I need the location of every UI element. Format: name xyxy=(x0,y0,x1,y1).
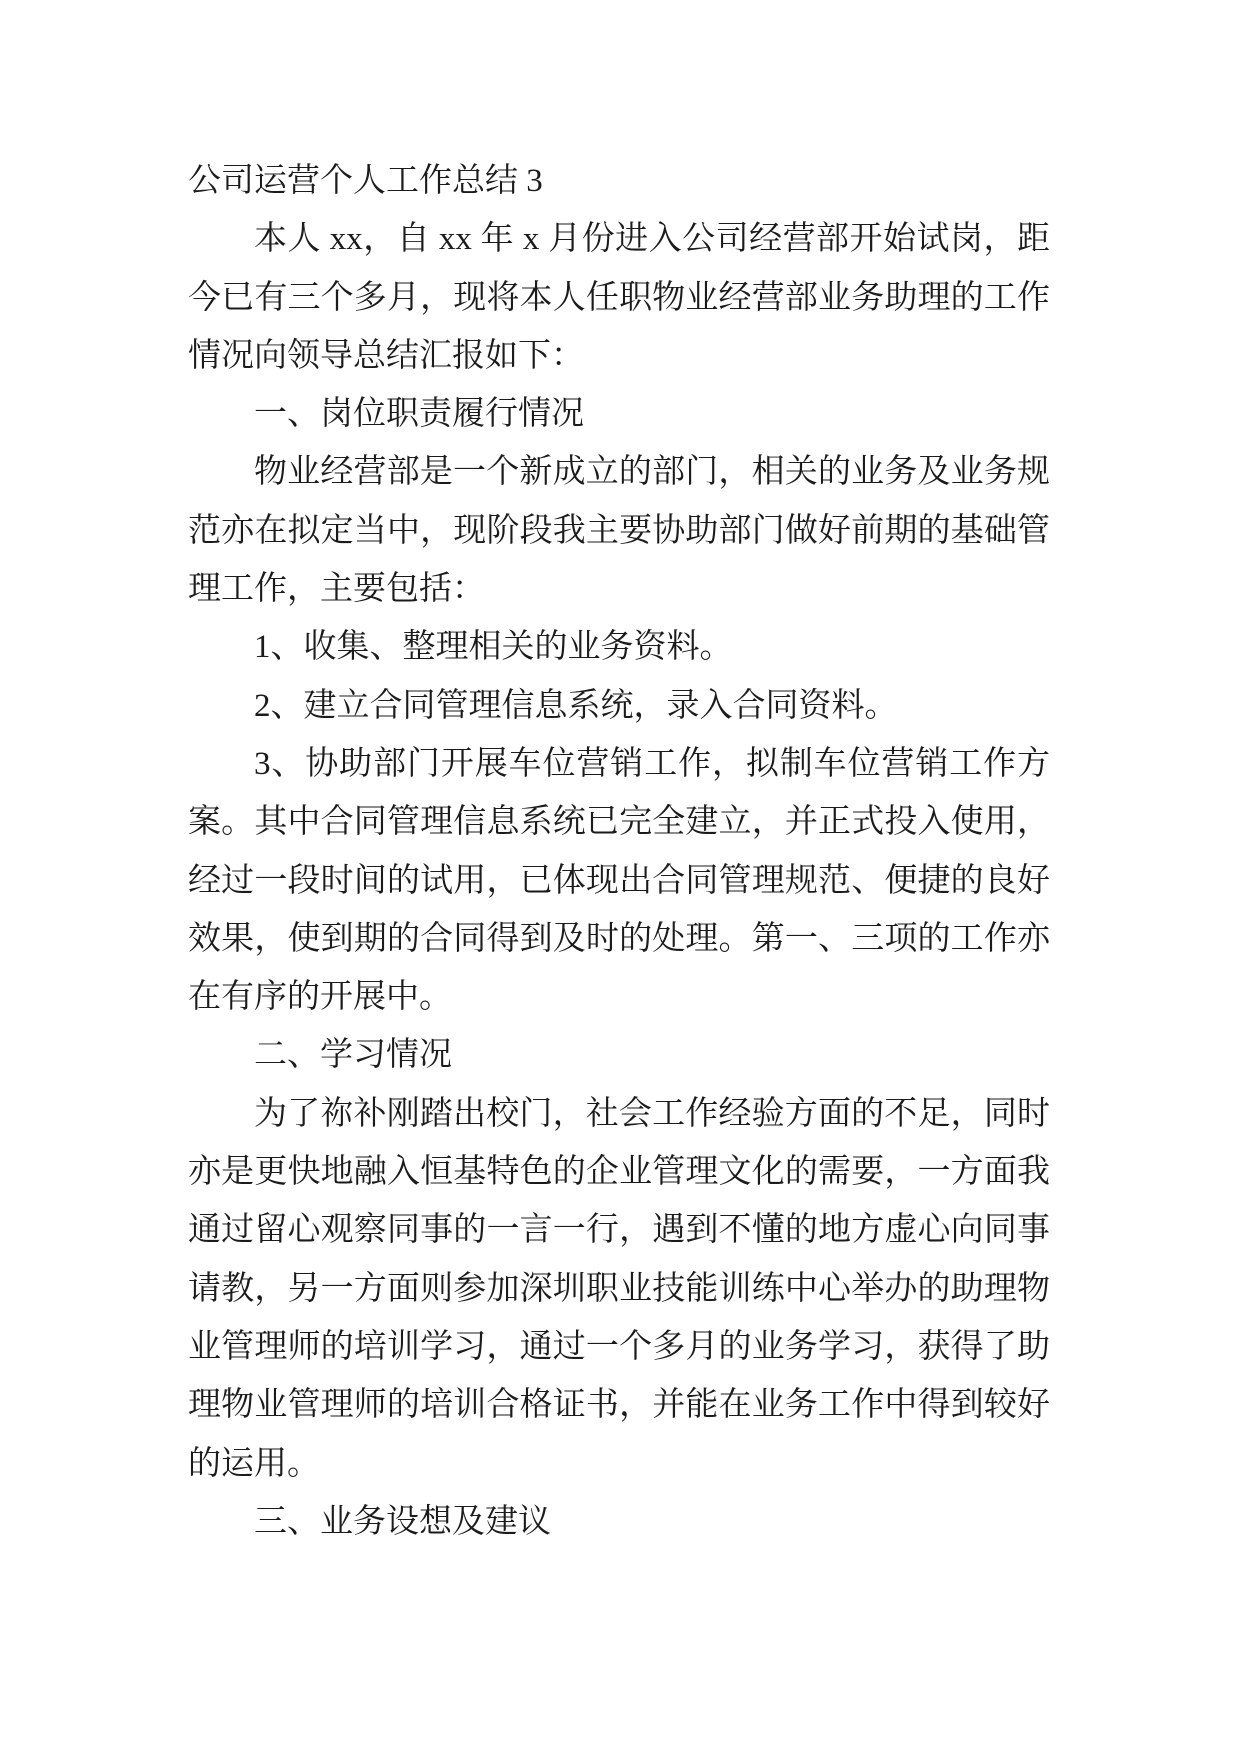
paragraph: 物业经营部是一个新成立的部门，相关的业务及业务规范亦在拟定当中，现阶段我主要协助部门做好前期的基础管理工作，主要包括： xyxy=(188,454,1050,608)
list-item: 2、建立合同管理信息系统，录入合同资料。 xyxy=(254,687,898,724)
document-body xyxy=(188,152,1050,1551)
document-title: 公司运营个人工作总结 3 xyxy=(188,163,543,199)
list-item: 1、收集、整理相关的业务资料。 xyxy=(254,629,733,666)
section-heading: 三、业务设想及建议 xyxy=(254,1503,551,1540)
paragraph: 为了祢补刚踏出校门，社会工作经验方面的不足，同时亦是更快地融入恒基特色的企业管理文化的需要，一方面我通过留心观察同事的一言一行，遇到不懂的地方虚心向同事请教，另一方面则参加深圳职业技能训练中心举办的助理物业管理师的培训学习，通过一个多月的业务学习，获得了助理物业管理师的培训合格证书，并能在业务工作中得到较好的运用。 xyxy=(188,1095,1050,1482)
paragraph: 3、协助部门开展车位营销工作，拟制车位营销工作方案。其中合同管理信息系统已完全建立，并正式投入使用，经过一段时间的试用，已体现出合同管理规范、便捷的良好效果，使到期的合同得到及时的处理。第一、三项的工作亦在有序的开展中。 xyxy=(188,745,1050,1016)
section-heading: 一、岗位职责履行情况 xyxy=(254,396,584,433)
section-heading: 二、学习情况 xyxy=(254,1037,452,1074)
paragraph: 本人 xx，自 xx 年 x 月份进入公司经营部开始试岗，距今已有三个多月，现将本人任职物业经营部业务助理的工作情况向领导总结汇报如下： xyxy=(188,221,1050,374)
paragraph-container xyxy=(188,210,1050,1551)
